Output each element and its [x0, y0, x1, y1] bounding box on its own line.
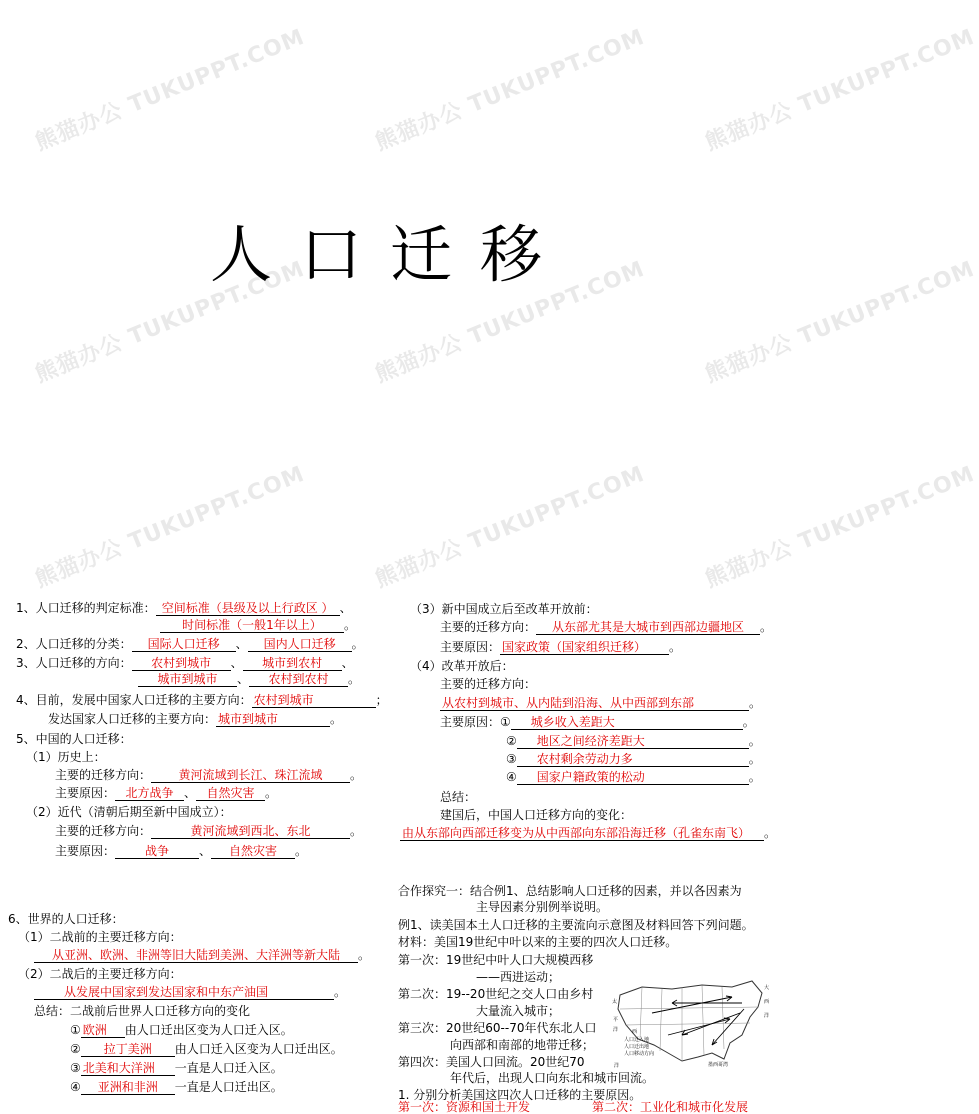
migration-3: 第三次：20世纪60--70年代东北人口 [398, 1021, 597, 1035]
answer-blank: 北方战争 [115, 786, 184, 801]
item-number: ④ [506, 770, 517, 784]
judge-standard-line-2 [160, 618, 356, 633]
modern-reason-line [55, 844, 307, 859]
map-legend-out: 人口迁出地 [624, 1044, 650, 1050]
watermark: 熊猫办公 TUKUPPT.COM [31, 256, 309, 388]
reform-reason-4 [506, 770, 761, 785]
summary-item-3 [70, 1061, 283, 1076]
answer-blank: 城乡收入差距大 [511, 715, 743, 730]
line-label: 主要的迁移方向： [55, 824, 152, 838]
question-1: 1. 分别分析美国这四次人口迁移的主要原因。 [398, 1088, 642, 1102]
answer-blank: 时间标准（一般1年以上） [160, 618, 344, 633]
punct: 。 [358, 948, 371, 962]
answer-blank: 农村到城市 [252, 693, 376, 708]
post-founding-heading: （3）新中国成立后至改革开放前： [410, 602, 598, 616]
punct: 、 [237, 672, 250, 686]
punct: 、 [235, 637, 248, 651]
china-migration-heading: 5、中国的人口迁移： [16, 732, 132, 746]
summary-item-4 [70, 1080, 283, 1095]
migration-arrows [652, 996, 744, 1045]
developed-direction-line [48, 712, 342, 727]
punct: 。 [760, 620, 773, 634]
line-label: 主要原因： [440, 640, 501, 654]
post-founding-reason [440, 640, 681, 655]
punct: 、 [199, 844, 212, 858]
map-label-pacific-3: 洋 [613, 1027, 619, 1033]
watermark: 熊猫办公 TUKUPPT.COM [371, 256, 649, 388]
answer-blank: 从亚洲、欧洲、非洲等旧大陆到美洲、大洋洲等新大陆 [34, 948, 358, 963]
answer-blank: 拉丁美洲 [81, 1042, 175, 1057]
answer-2-visible: 第二次：工业化和城市化发展 [592, 1100, 749, 1114]
reform-reason-1 [440, 715, 755, 730]
answer-blank: 国内人口迁移 [248, 637, 352, 652]
direction-line [16, 656, 354, 671]
punct: 。 [350, 824, 363, 838]
answer-blank: 战争 [115, 844, 199, 859]
punct: 、 [230, 656, 243, 670]
reform-direction-label: 主要的迁移方向： [440, 677, 537, 691]
item-number: ① [500, 715, 511, 729]
migration-4: 第四次：美国人口回流。20世纪70 [398, 1055, 585, 1069]
item-number: ① [70, 1023, 81, 1037]
history-heading: （1）历史上： [26, 750, 106, 764]
reform-reason-3 [506, 752, 761, 767]
answer-1-visible: 第一次：资源和国土开发 [398, 1100, 531, 1114]
migration-4b: 年代后，出现人口向东北和城市回流。 [450, 1071, 655, 1085]
answer-blank: 从发展中国家到发达国家和中东产油国 [34, 985, 334, 1000]
item-text: 由人口迁出区变为人口迁入区。 [124, 1023, 293, 1037]
watermark: 熊猫办公 TUKUPPT.COM [31, 24, 309, 156]
prewar-heading: （1）二战前的主要迁移方向： [18, 930, 182, 944]
item-number: ③ [70, 1061, 81, 1075]
answer-blank: 城市到城市 [216, 712, 330, 727]
watermark: 熊猫办公 TUKUPPT.COM [701, 24, 979, 156]
punct: 。 [348, 672, 361, 686]
line-label: 1、人口迁移的判定标准： [16, 601, 156, 615]
map-label-ocean-left: 洋 [614, 1063, 620, 1069]
punct: 。 [748, 734, 761, 748]
punct: 。 [295, 844, 308, 858]
item-text: 一直是人口迁入区。 [174, 1061, 283, 1075]
map-label-gulf: 墨西哥湾 [708, 1062, 729, 1068]
punct: 。 [748, 770, 761, 784]
summary-heading: 总结：二战前后世界人口迁移方向的变化 [34, 1004, 251, 1018]
reform-heading: （4）改革开放后： [410, 659, 514, 673]
map-legend-dir: 人口移动方向 [624, 1051, 655, 1057]
prewar-answer-line [34, 948, 370, 963]
punct: 。 [748, 752, 761, 766]
item-number: ② [70, 1042, 81, 1056]
history-reason-line [55, 786, 277, 801]
summary-item-2 [70, 1042, 343, 1057]
line-label: 3、人口迁移的方向： [16, 656, 132, 670]
world-migration-heading: 6、世界的人口迁移： [8, 912, 124, 926]
punct: 。 [334, 985, 347, 999]
page-title: 人口迁移 [209, 218, 570, 291]
answer-blank: 自然灾害 [196, 786, 265, 801]
answer-blank: 亚洲和非洲 [81, 1080, 175, 1095]
post-founding-direction [440, 620, 772, 635]
watermark: 熊猫办公 TUKUPPT.COM [701, 256, 979, 388]
line-label: 4、目前，发展中国家人口迁移的主要方向： [16, 693, 252, 707]
watermark: 熊猫办公 TUKUPPT.COM [371, 24, 649, 156]
answer-blank: 从农村到城市、从内陆到沿海、从中西部到东部 [440, 696, 749, 711]
reform-reason-2 [506, 734, 761, 749]
postwar-heading: （2）二战后的主要迁移方向： [18, 967, 182, 981]
inquiry-line-1: 合作探究一：结合例1、总结影响人口迁移的因素，并以各因素为 [398, 884, 742, 898]
line-label: 主要原因： [55, 786, 116, 800]
watermark: 熊猫办公 TUKUPPT.COM [701, 461, 979, 593]
answer-blank: 空间标准（县级及以上行政区 ） [156, 601, 340, 616]
line-label: 发达国家人口迁移的主要方向： [48, 712, 217, 726]
answer-blank: 黄河流域到长江、珠江流域 [151, 768, 350, 783]
migration-2b: 大量流入城市； [476, 1004, 561, 1018]
punct: 。 [742, 715, 755, 729]
postwar-answer-line [34, 985, 346, 1000]
map-label-west: 西 [632, 1029, 638, 1035]
punct: 。 [669, 640, 682, 654]
punct: 。 [351, 637, 364, 651]
item-number: ② [506, 734, 517, 748]
item-number: ③ [506, 752, 517, 766]
answer-blank: 国际人口迁移 [132, 637, 236, 652]
answer-blank: 自然灾害 [211, 844, 295, 859]
item-text: 一直是人口迁出区。 [174, 1080, 283, 1094]
summary-item-1 [70, 1023, 293, 1038]
punct: 。 [265, 786, 278, 800]
item-number: ④ [70, 1080, 81, 1094]
punct: 。 [344, 618, 357, 632]
developing-direction-line [16, 693, 388, 708]
answer-blank: 北美和大洋洲 [81, 1061, 175, 1076]
map-label-atlantic-1: 大 [764, 985, 770, 991]
punct: 、 [184, 786, 197, 800]
punct: 。 [330, 712, 343, 726]
answer-blank: 农村到城市 [132, 656, 231, 671]
punct: 。 [749, 696, 762, 710]
map-label-pacific-1: 太 [612, 999, 618, 1005]
conclusion-text: 建国后，中国人口迁移方向的变化： [440, 808, 633, 822]
line-label: 2、人口迁移的分类： [16, 637, 132, 651]
map-label-atlantic-3: 洋 [764, 1013, 770, 1019]
punct: 。 [764, 826, 777, 840]
conclusion-label: 总结： [440, 790, 477, 804]
migration-2: 第二次：19--20世纪之交人口由乡村 [398, 987, 594, 1001]
answer-blank: 欧洲 [81, 1023, 125, 1038]
reform-direction-answer [440, 696, 761, 711]
answer-blank: 地区之间经济差距大 [517, 734, 749, 749]
answer-blank: 城市到农村 [243, 656, 342, 671]
watermark: 熊猫办公 TUKUPPT.COM [31, 461, 309, 593]
map-legend-in: 人口迁入地 [624, 1037, 650, 1043]
answer-blank: 国家政策（国家组织迁移） [500, 640, 669, 655]
migration-1: 第一次：19世纪中叶人口大规模西移 [398, 953, 594, 967]
line-label: 主要的迁移方向： [55, 768, 152, 782]
line-label: 主要原因： [55, 844, 116, 858]
answer-blank: 城市到城市 [138, 672, 237, 687]
punct: 。 [350, 768, 363, 782]
judge-standard-line [16, 601, 352, 616]
answer-blank: 国家户籍政策的松动 [517, 770, 749, 785]
line-label: 主要原因： [440, 715, 501, 729]
modern-direction-line [55, 824, 362, 839]
item-text: 由人口迁入区变为人口迁出区。 [174, 1042, 343, 1056]
conclusion-answer [400, 826, 776, 841]
line-label: 主要的迁移方向： [440, 620, 537, 634]
answer-blank: 农村剩余劳动力多 [517, 752, 749, 767]
us-migration-map [612, 973, 772, 1073]
modern-heading: （2）近代（清朝后期至新中国成立）： [26, 805, 232, 819]
watermark: 熊猫办公 TUKUPPT.COM [371, 461, 649, 593]
inquiry-line-2: 主导因素分别例举说明。 [476, 900, 609, 914]
history-direction-line [55, 768, 362, 783]
direction-line-2 [138, 672, 360, 687]
punct: ； [375, 693, 388, 707]
answer-blank: 黄河流域到西北、东北 [151, 824, 350, 839]
answer-blank: 从东部尤其是大城市到西部边疆地区 [536, 620, 760, 635]
punct: 、 [341, 656, 354, 670]
answer-blank: 由从东部向西部迁移变为从中西部向东部沿海迁移（孔雀东南飞） [400, 826, 764, 841]
classification-line [16, 637, 364, 652]
punct: 、 [339, 601, 352, 615]
answer-blank: 农村到农村 [249, 672, 348, 687]
material-heading: 材料：美国19世纪中叶以来的主要的四次人口迁移。 [398, 935, 678, 949]
map-label-pacific-2: 平 [613, 1017, 619, 1023]
map-label-atlantic-2: 西 [764, 999, 770, 1005]
migration-1b: ——西进运动； [476, 970, 561, 984]
migration-3b: 向西部和南部的地带迁移； [450, 1038, 595, 1052]
example-question: 例1、读美国本土人口迁移的主要流向示意图及材料回答下列问题。 [398, 918, 754, 932]
